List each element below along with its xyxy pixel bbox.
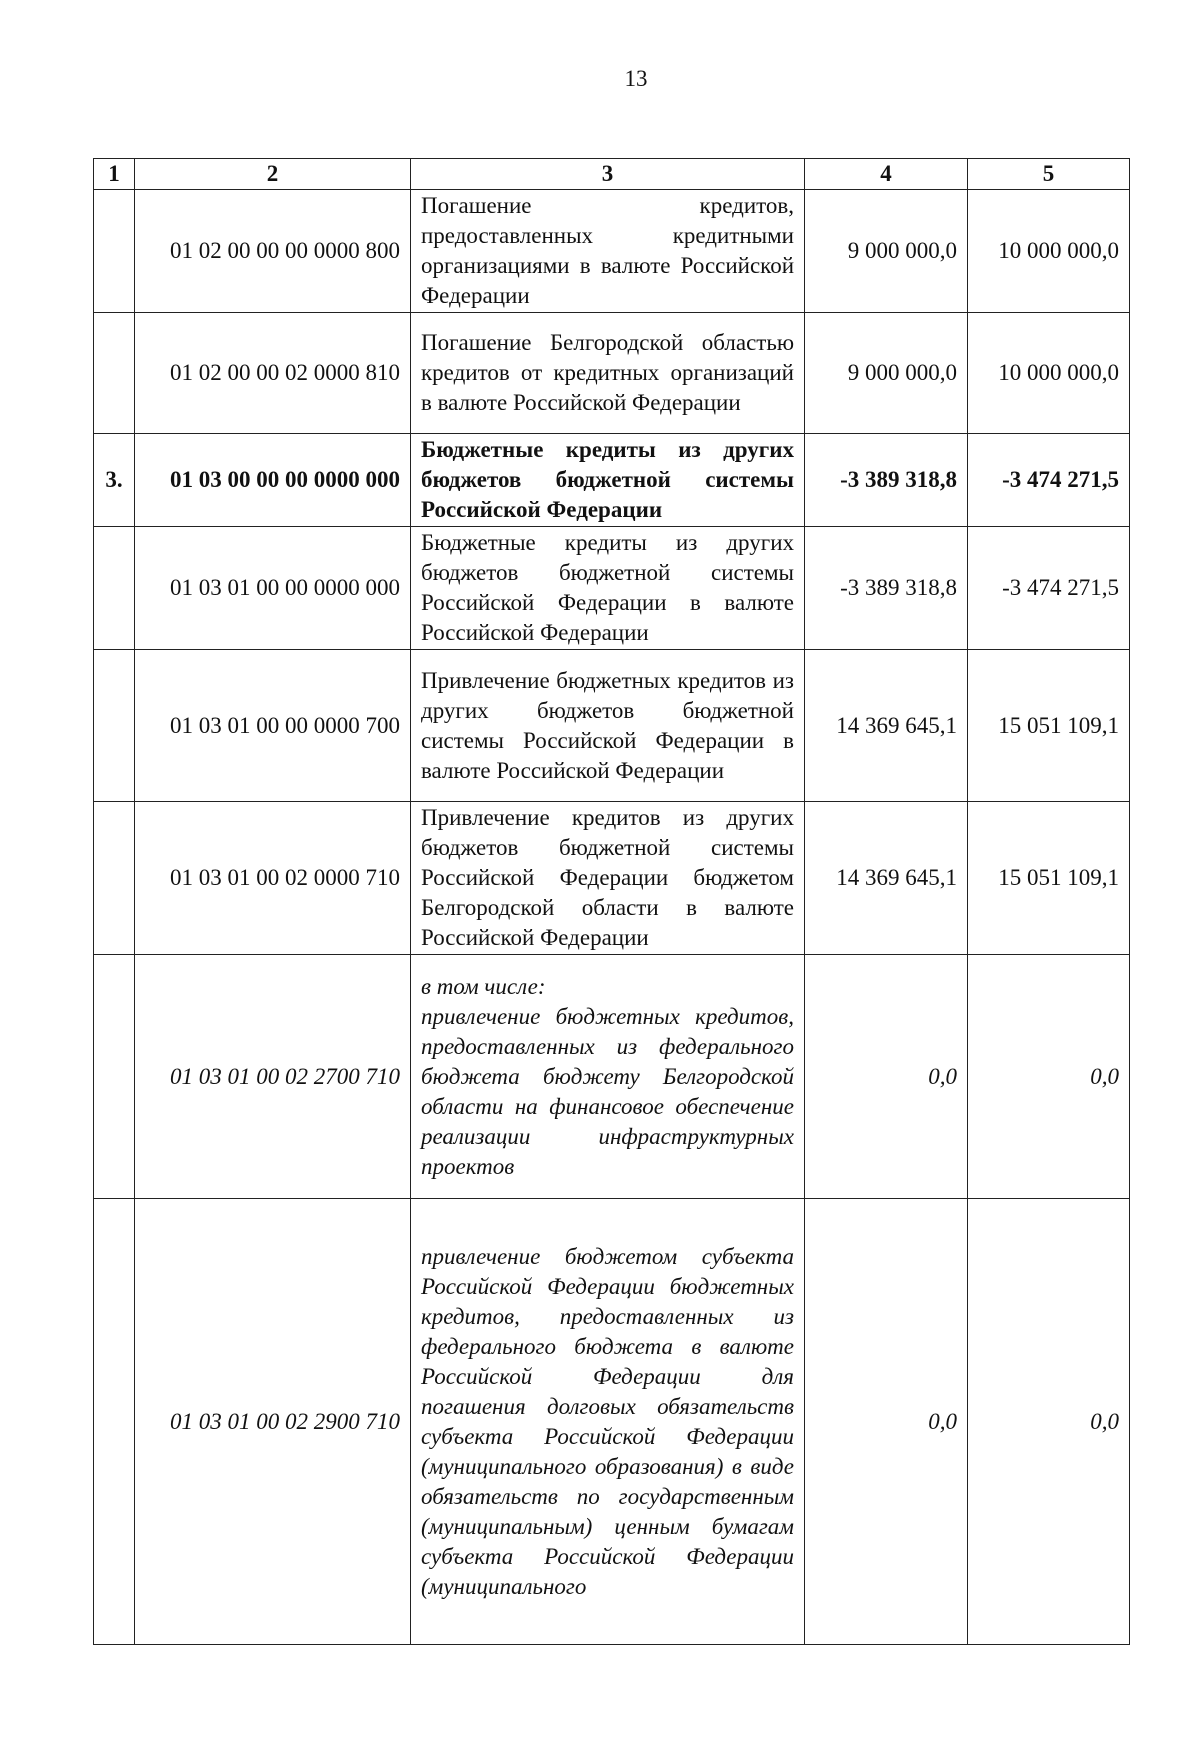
- row-value-1: 0,0: [805, 1199, 968, 1645]
- row-value-1: 14 369 645,1: [805, 650, 968, 802]
- column-code-header: 2: [135, 159, 411, 190]
- row-name: Бюджетные кредиты из других бюджетов бюджетной системы Российской Федерации в валюте Российской Федерации: [411, 527, 805, 650]
- column-value-1-header: 4: [805, 159, 968, 190]
- row-number: [94, 190, 135, 313]
- row-code: 01 03 01 00 02 0000 710: [135, 802, 411, 955]
- row-code: 01 03 01 00 00 0000 000: [135, 527, 411, 650]
- row-number: [94, 955, 135, 1199]
- row-code: 01 03 01 00 02 2700 710: [135, 955, 411, 1199]
- column-name-header: 3: [411, 159, 805, 190]
- row-code: 01 02 00 00 00 0000 800: [135, 190, 411, 313]
- row-code: 01 03 01 00 02 2900 710: [135, 1199, 411, 1645]
- row-name: Погашение Белгородской областью кредитов от кредитных организаций в валюте Российской Федерации: [411, 313, 805, 434]
- table-row: [94, 527, 1130, 650]
- row-value-2: 0,0: [968, 955, 1130, 1199]
- page-number: 13: [624, 66, 648, 91]
- row-code: 01 03 01 00 00 0000 700: [135, 650, 411, 802]
- row-name: Погашение кредитов, предоставленных кредитными организациями в валюте Российской Федерации: [411, 190, 805, 313]
- row-value-1: 9 000 000,0: [805, 190, 968, 313]
- row-value-2: 10 000 000,0: [968, 313, 1130, 434]
- table-row: [94, 802, 1130, 955]
- row-name: Бюджетные кредиты из других бюджетов бюджетной системы Российской Федерации: [411, 434, 805, 527]
- table-header-row: [94, 159, 1130, 190]
- table-row-section: [94, 434, 1130, 527]
- row-value-2: 10 000 000,0: [968, 190, 1130, 313]
- row-value-2: -3 474 271,5: [968, 434, 1130, 527]
- row-name: привлечение бюджетных кредитов, предоставленных из федерального бюджета бюджету Белгородской области на финансовое обеспечение реализации инфраструктурных проектов: [421, 1003, 794, 1179]
- row-value-2: 15 051 109,1: [968, 650, 1130, 802]
- row-value-1: 0,0: [805, 955, 968, 1199]
- table-row: [94, 190, 1130, 313]
- row-value-1: 14 369 645,1: [805, 802, 968, 955]
- row-value-2: -3 474 271,5: [968, 527, 1130, 650]
- row-name: Привлечение бюджетных кредитов из других бюджетов бюджетной системы Российской Федерации в валюте Российской Федерации: [411, 650, 805, 802]
- row-name-cell: [411, 955, 805, 1199]
- row-number: [94, 802, 135, 955]
- row-number: [94, 527, 135, 650]
- row-value-2: 15 051 109,1: [968, 802, 1130, 955]
- sources-financing-table: [93, 158, 1130, 1645]
- row-code: 01 03 00 00 00 0000 000: [135, 434, 411, 527]
- row-number: [94, 313, 135, 434]
- row-value-1: -3 389 318,8: [805, 434, 968, 527]
- table-row: [94, 1199, 1130, 1645]
- row-code: 01 02 00 00 02 0000 810: [135, 313, 411, 434]
- table-row: [94, 650, 1130, 802]
- column-number-header: 1: [94, 159, 135, 190]
- row-name: привлечение бюджетом субъекта Российской Федерации бюджетных кредитов, предоставленных из федерального бюджета в валюте Российской Федерации для погашения долговых обязательств субъекта Российской Федерации (муниципального образования) в виде обязательств по государственным (муниципальным) ценным бумагам субъекта Российской Федерации (муниципального: [411, 1199, 805, 1645]
- table-row: [94, 955, 1130, 1199]
- row-value-2: 0,0: [968, 1199, 1130, 1645]
- row-value-1: -3 389 318,8: [805, 527, 968, 650]
- row-number: [94, 1199, 135, 1645]
- column-value-2-header: 5: [968, 159, 1130, 190]
- row-number: [94, 650, 135, 802]
- row-value-1: 9 000 000,0: [805, 313, 968, 434]
- table-row: [94, 313, 1130, 434]
- row-number: 3.: [94, 434, 135, 527]
- row-name-prefix: в том числе:: [421, 973, 546, 999]
- row-name: Привлечение кредитов из других бюджетов бюджетной системы Российской Федерации бюджетом Белгородской области в валюте Российской Федерации: [411, 802, 805, 955]
